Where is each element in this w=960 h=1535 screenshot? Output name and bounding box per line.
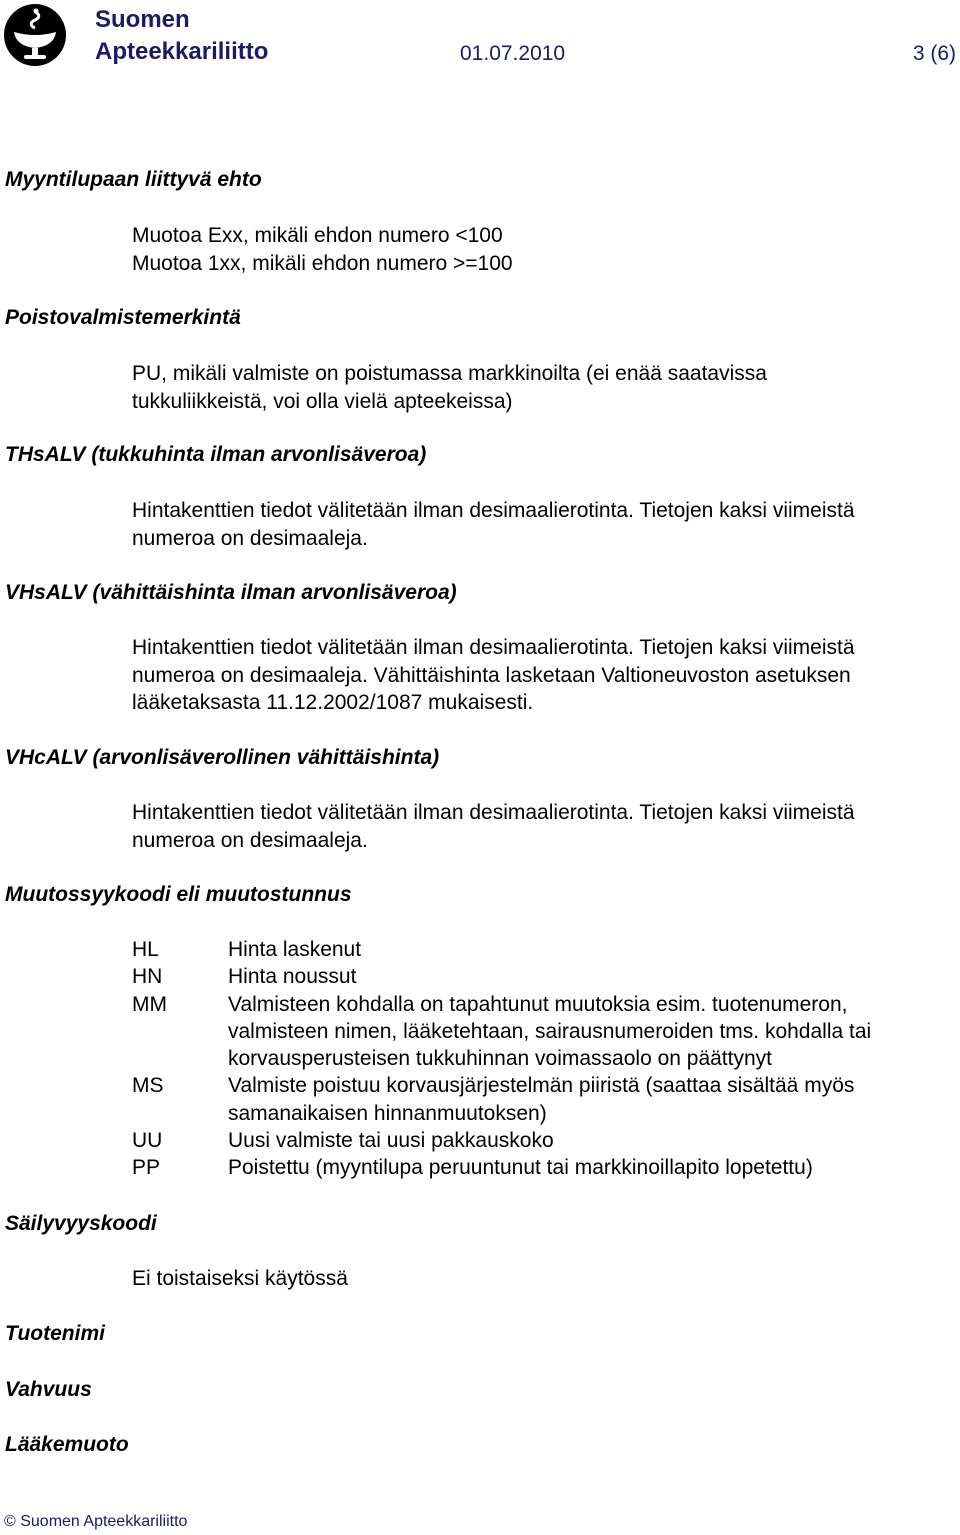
change-code-list: [132, 936, 942, 1182]
change-code: HN: [132, 965, 163, 989]
section-heading-thsalv: THsALV (tukkuhinta ilman arvonlisäveroa): [5, 443, 427, 466]
section-heading-laakemuoto: Lääkemuoto: [5, 1433, 129, 1456]
change-code: MM: [132, 992, 167, 1016]
document-date: 01.07.2010: [460, 42, 566, 65]
footer-copyright: © Suomen Apteekkariliitto: [4, 1513, 188, 1530]
body-line: Hintakenttien tiedot välitetään ilman desimaalierotinta. Tietojen kaksi viimeistä: [132, 636, 855, 659]
apteekkariliitto-logo-icon: [2, 2, 68, 68]
change-code-description: [228, 1127, 942, 1154]
section-body-myyntilupaan-liittyva-ehto: [132, 222, 952, 277]
section-heading-myyntilupaan-liittyva-ehto: Myyntilupaan liittyvä ehto: [5, 168, 262, 191]
change-code-row-hn: [132, 963, 942, 990]
description-line: korvausperusteisen tukkuhinnan voimassaolo on päättynyt: [228, 1047, 772, 1071]
page-number: 3 (6): [912, 42, 956, 65]
body-line: tukkuliikkeistä, voi olla vielä apteekeissa): [132, 389, 513, 413]
section-heading-sailyvyyskoodi: Säilyvyyskoodi: [5, 1212, 157, 1235]
change-code-description: [228, 991, 942, 1073]
description-line: Hinta noussut: [228, 965, 357, 989]
section-body-poistovalmistemerkinta: [132, 360, 952, 415]
description-line: samanaikaisen hinnanmuutoksen): [228, 1101, 547, 1125]
section-body-vhcalv: [132, 799, 952, 854]
description-line: valmisteen nimen, lääketehtaan, sairausnumeroiden tms. kohdalla tai: [228, 1019, 872, 1043]
change-code-row-ms: [132, 1072, 942, 1127]
body-line: numeroa on desimaaleja. Vähittäishinta lasketaan Valtioneuvoston asetuksen: [132, 663, 851, 687]
organization-name-line-2: Apteekkariliitto: [95, 38, 269, 65]
change-code: HL: [132, 938, 159, 961]
section-heading-vahvuus: Vahvuus: [5, 1378, 92, 1401]
change-code-description: [228, 1154, 942, 1181]
section-heading-vhsalv: VHsALV (vähittäishinta ilman arvonlisäveroa): [5, 581, 457, 604]
description-line: Uusi valmiste tai uusi pakkauskoko: [228, 1129, 554, 1153]
change-code-description: [228, 936, 942, 963]
section-body-sailyvyyskoodi: [132, 1265, 952, 1293]
section-heading-muutossyykoodi: Muutossyykoodi eli muutostunnus: [5, 883, 352, 906]
body-line: Ei toistaiseksi käytössä: [132, 1267, 348, 1290]
organization-name: [95, 4, 268, 68]
change-code-row-mm: [132, 991, 942, 1073]
change-code: MS: [132, 1074, 164, 1098]
body-line: numeroa on desimaaleja.: [132, 526, 368, 550]
description-line: Valmiste poistuu korvausjärjestelmän piiristä (saattaa sisältää myös: [228, 1074, 855, 1098]
section-heading-tuotenimi: Tuotenimi: [5, 1322, 105, 1345]
section-body-thsalv: [132, 497, 952, 552]
body-line: Hintakenttien tiedot välitetään ilman desimaalierotinta. Tietojen kaksi viimeistä: [132, 801, 855, 824]
change-code-row-uu: [132, 1127, 942, 1154]
description-line: Valmisteen kohdalla on tapahtunut muutoksia esim. tuotenumeron,: [228, 992, 848, 1016]
section-heading-vhcalv: VHcALV (arvonlisäverollinen vähittäishinta): [5, 746, 440, 769]
organization-name-line-1: Suomen: [95, 6, 190, 33]
change-code-description: [228, 963, 942, 990]
body-line: lääketaksasta 11.12.2002/1087 mukaisesti.: [132, 691, 534, 714]
body-line: Muotoa Exx, mikäli ehdon numero <100: [132, 224, 503, 247]
body-line: Hintakenttien tiedot välitetään ilman desimaalierotinta. Tietojen kaksi viimeistä: [132, 499, 855, 522]
change-code: UU: [132, 1129, 163, 1153]
section-heading-poistovalmistemerkinta: Poistovalmistemerkintä: [5, 306, 241, 329]
description-line: Hinta laskenut: [228, 938, 362, 961]
description-line: Poistettu (myyntilupa peruuntunut tai markkinoillapito lopetettu): [228, 1156, 813, 1180]
section-body-vhsalv: [132, 634, 952, 717]
body-line: numeroa on desimaaleja.: [132, 828, 368, 852]
change-code-row-hl: [132, 936, 942, 963]
change-code-row-pp: [132, 1154, 942, 1181]
body-line: PU, mikäli valmiste on poistumassa markkinoilta (ei enää saatavissa: [132, 362, 767, 385]
change-code: PP: [132, 1156, 161, 1180]
body-line: Muotoa 1xx, mikäli ehdon numero >=100: [132, 251, 513, 275]
change-code-description: [228, 1072, 942, 1127]
